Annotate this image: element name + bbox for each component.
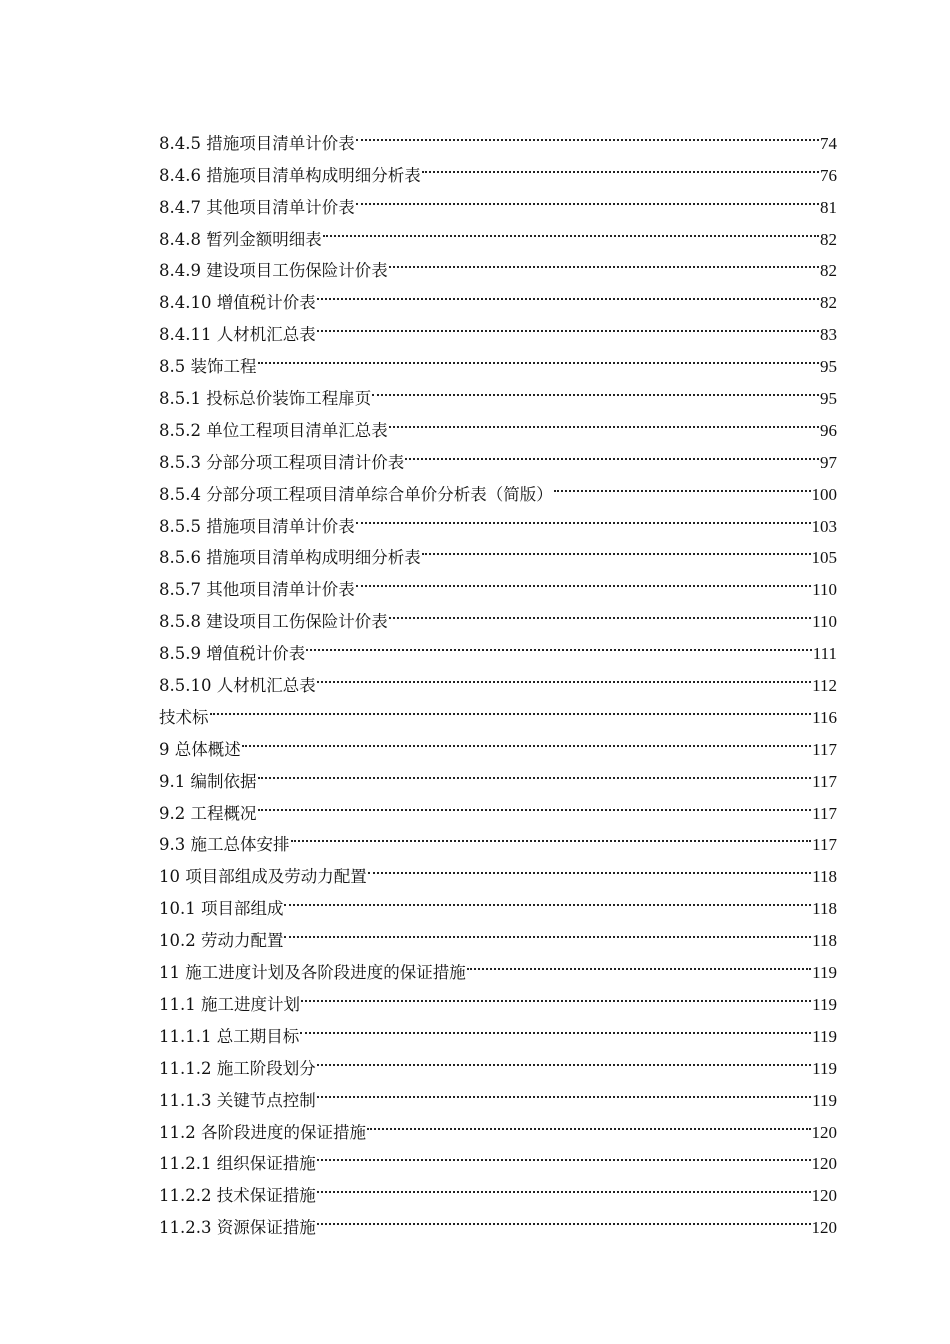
toc-dot-leader <box>467 946 811 978</box>
toc-entry-title: 8.5.4 分部分项工程项目清单综合单价分析表（简版） <box>159 484 553 504</box>
toc-entry[interactable] <box>159 372 837 409</box>
toc-dot-leader <box>356 181 819 213</box>
toc-dot-leader <box>317 1042 811 1074</box>
toc-dot-leader <box>291 819 812 851</box>
toc-entry-title: 11.2.1 组织保证措施 <box>159 1154 316 1174</box>
toc-entry-page-number: 76 <box>820 165 837 185</box>
toc-entry-title: 8.5.9 增值税计价表 <box>159 644 306 664</box>
toc-entry-page-number: 117 <box>812 771 837 791</box>
toc-entry-title: 8.4.5 措施项目清单计价表 <box>159 133 355 153</box>
toc-entry-page-number: 95 <box>820 357 837 377</box>
toc-dot-leader <box>372 372 819 404</box>
toc-entry-title: 11.1.3 关键节点控制 <box>159 1090 316 1110</box>
toc-entry-page-number: 120 <box>811 1154 837 1174</box>
toc-entry-page-number: 95 <box>820 389 837 409</box>
toc-entry-page-number: 120 <box>811 1186 837 1206</box>
toc-entry-title: 10.2 劳动力配置 <box>159 931 284 951</box>
toc-dot-leader <box>323 213 819 245</box>
toc-dot-leader <box>389 404 819 436</box>
toc-dot-leader <box>317 276 819 308</box>
toc-entry-title: 8.4.8 暂列金额明细表 <box>159 229 322 249</box>
toc-dot-leader <box>317 1169 811 1201</box>
toc-entry-title: 11.2 各阶段进度的保证措施 <box>159 1122 366 1142</box>
toc-dot-leader <box>210 691 812 723</box>
toc-entry-title: 8.4.9 建设项目工伤保险计价表 <box>159 261 388 281</box>
toc-entry-title: 10.1 项目部组成 <box>159 899 284 919</box>
toc-dot-leader <box>306 627 812 659</box>
toc-entry-page-number: 82 <box>820 229 837 249</box>
toc-dot-leader <box>284 914 811 946</box>
toc-dot-leader <box>422 532 811 564</box>
toc-dot-leader <box>258 340 820 372</box>
toc-dot-leader <box>300 1010 811 1042</box>
toc-entry-title: 9.3 施工总体安排 <box>159 835 290 855</box>
toc-dot-leader <box>405 436 819 468</box>
toc-entry-title: 8.5.7 其他项目清单计价表 <box>159 580 355 600</box>
toc-entry-title: 8.5.1 投标总价装饰工程扉页 <box>159 389 372 409</box>
toc-entry-title: 8.5.2 单位工程项目清单汇总表 <box>159 420 388 440</box>
toc-dot-leader <box>242 723 811 755</box>
toc-entry-title: 8.5.10 人材机汇总表 <box>159 676 316 696</box>
toc-entry[interactable] <box>159 787 837 823</box>
toc-entry-page-number: 112 <box>812 676 837 696</box>
toc-entry-page-number: 116 <box>812 707 837 727</box>
toc-entry-page-number: 118 <box>812 867 837 887</box>
toc-entry-title: 8.5.3 分部分项工程项目清计价表 <box>159 452 405 472</box>
toc-entry-title: 8.4.11 人材机汇总表 <box>159 325 316 345</box>
toc-entry-title: 8.5.8 建设项目工伤保险计价表 <box>159 612 388 632</box>
toc-entry-page-number: 119 <box>812 963 837 983</box>
toc-dot-leader <box>422 149 819 181</box>
toc-dot-leader <box>356 500 811 532</box>
toc-entry-page-number: 111 <box>812 644 837 664</box>
toc-entry-title: 11 施工进度计划及各阶段进度的保证措施 <box>159 963 466 983</box>
toc-entry-page-number: 82 <box>820 293 837 313</box>
toc-entry-page-number: 97 <box>820 452 837 472</box>
toc-dot-leader <box>317 1138 811 1170</box>
toc-entry-page-number: 81 <box>820 197 837 217</box>
toc-entry-title: 9 总体概述 <box>159 739 241 759</box>
toc-entry-title: 11.2.2 技术保证措施 <box>159 1186 316 1206</box>
toc-entry-page-number: 82 <box>820 261 837 281</box>
toc-entry-title: 11.2.3 资源保证措施 <box>159 1218 316 1238</box>
toc-dot-leader <box>554 468 811 500</box>
toc-entry-page-number: 105 <box>811 548 837 568</box>
toc-entry-title: 11.1.1 总工期目标 <box>159 1026 300 1046</box>
toc-entry-title: 8.5 装饰工程 <box>159 357 257 377</box>
toc-entry-title: 技术标 <box>159 707 209 727</box>
toc-entry-title: 8.4.6 措施项目清单构成明细分析表 <box>159 165 421 185</box>
toc-dot-leader <box>317 659 811 691</box>
toc-dot-leader <box>317 1074 811 1106</box>
toc-entry-page-number: 103 <box>811 516 837 536</box>
toc-dot-leader <box>367 1106 811 1138</box>
table-of-contents <box>159 117 837 1238</box>
toc-entry-page-number: 117 <box>812 739 837 759</box>
toc-entry[interactable] <box>159 819 837 855</box>
toc-entry-title: 8.5.6 措施项目清单构成明细分析表 <box>159 548 421 568</box>
toc-entry-title: 9.1 编制依据 <box>159 771 257 791</box>
toc-entry-title: 8.4.10 增值税计价表 <box>159 293 316 313</box>
toc-entry-page-number: 118 <box>812 899 837 919</box>
toc-entry-page-number: 117 <box>812 835 837 855</box>
toc-entry-title: 11.1.2 施工阶段划分 <box>159 1058 316 1078</box>
toc-entry[interactable] <box>159 755 837 791</box>
toc-entry-page-number: 83 <box>820 325 837 345</box>
toc-entry-page-number: 120 <box>811 1218 837 1238</box>
toc-entry-page-number: 119 <box>812 1026 837 1046</box>
toc-entry[interactable] <box>159 691 837 727</box>
toc-dot-leader <box>317 308 819 340</box>
toc-dot-leader <box>356 563 811 595</box>
toc-entry[interactable] <box>159 723 837 759</box>
toc-dot-leader <box>301 978 811 1010</box>
toc-entry-title: 10 项目部组成及劳动力配置 <box>159 867 367 887</box>
toc-dot-leader <box>284 882 811 914</box>
toc-entry[interactable] <box>159 340 837 377</box>
toc-dot-leader <box>356 117 819 149</box>
toc-dot-leader <box>258 755 812 787</box>
toc-entry[interactable] <box>159 117 837 153</box>
toc-entry-page-number: 119 <box>812 1090 837 1110</box>
toc-dot-leader <box>317 1201 811 1233</box>
toc-entry-title: 11.1 施工进度计划 <box>159 994 300 1014</box>
toc-entry-page-number: 110 <box>812 580 837 600</box>
toc-entry-page-number: 119 <box>812 994 837 1014</box>
toc-dot-leader <box>389 595 811 627</box>
toc-entry-page-number: 118 <box>812 931 837 951</box>
toc-entry-title: 9.2 工程概况 <box>159 803 257 823</box>
toc-dot-leader <box>258 787 812 819</box>
toc-entry-page-number: 100 <box>811 484 837 504</box>
toc-entry-page-number: 117 <box>812 803 837 823</box>
toc-entry-page-number: 74 <box>820 133 837 153</box>
toc-entry-page-number: 119 <box>812 1058 837 1078</box>
toc-entry-title: 8.4.7 其他项目清单计价表 <box>159 197 355 217</box>
toc-entry-page-number: 110 <box>812 612 837 632</box>
toc-entry-title: 8.5.5 措施项目清单计价表 <box>159 516 355 536</box>
toc-entry-page-number: 96 <box>820 420 837 440</box>
toc-entry-page-number: 120 <box>811 1122 837 1142</box>
toc-dot-leader <box>368 850 811 882</box>
toc-dot-leader <box>389 245 819 277</box>
